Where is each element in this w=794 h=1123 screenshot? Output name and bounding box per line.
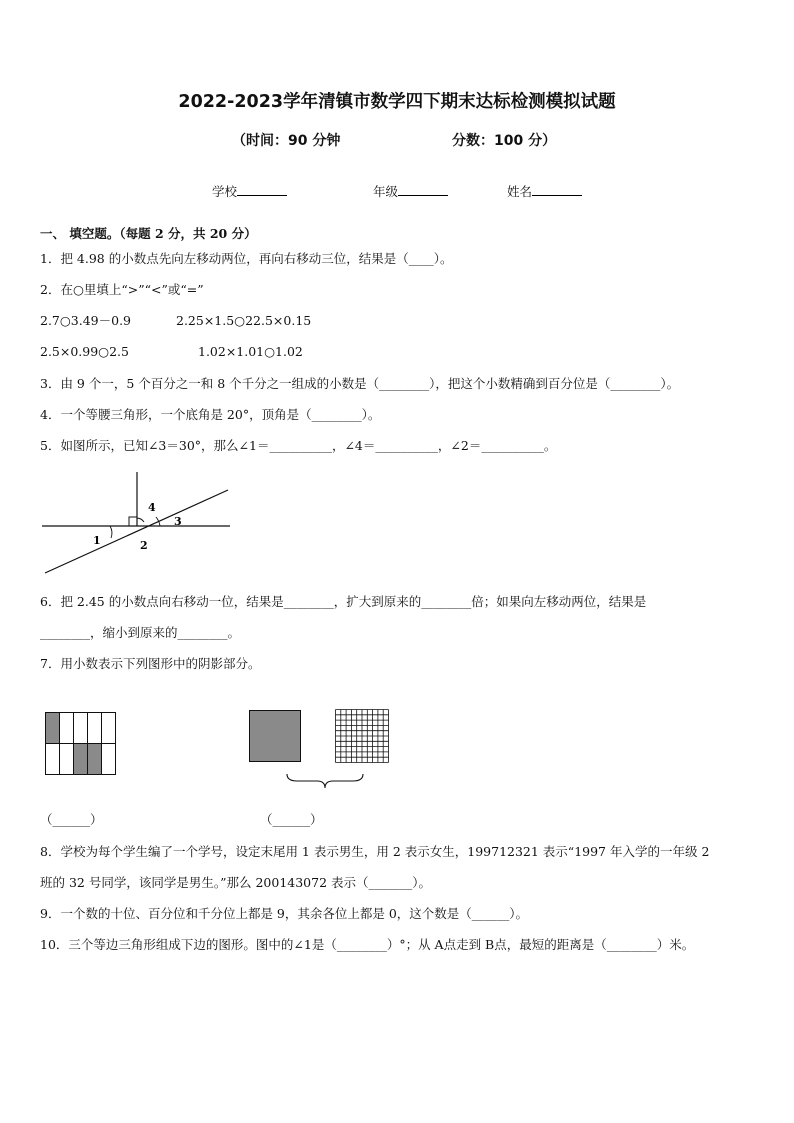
question-5: 5．如图所示，已知∠3＝30°，那么∠1＝__________，∠4＝__________，∠2＝__________。 (40, 438, 557, 453)
school-label: 学校 (212, 184, 238, 199)
shaded-cell (46, 713, 60, 744)
name-label: 姓名 (507, 184, 533, 199)
grid-cell (74, 713, 88, 744)
school-field (212, 182, 287, 200)
grid-cell (60, 713, 74, 744)
shaded-cell (74, 744, 88, 775)
section-heading: 一、 填空题。（每题 2 分，共 20 分） (40, 226, 257, 241)
question-7: 7．用小数表示下列图形中的阴影部分。 (40, 656, 261, 671)
question-7-blank-1[interactable]: （______） (40, 812, 103, 827)
hundred-grid (335, 709, 389, 763)
time-info: （时间：90 分钟 (232, 133, 341, 149)
score-info: 分数：100 分） (452, 133, 557, 149)
question-2c: 2.5×0.99○2.5 (40, 344, 129, 359)
grid-cell (60, 744, 74, 775)
question-9: 9．一个数的十位、百分位和千分位上都是 9，其余各位上都是 0，这个数是（______）。 (40, 906, 529, 921)
angle-figure (40, 468, 240, 578)
question-2b: 2.25×1.5○22.5×0.15 (176, 313, 312, 328)
question-2d: 1.02×1.01○1.02 (198, 344, 303, 359)
grid-cell (88, 713, 102, 744)
question-7-blank-2[interactable]: （______） (260, 812, 323, 827)
right-angle-mark (129, 517, 137, 526)
angle-arc-1 (110, 526, 112, 538)
grid-cell (102, 744, 116, 775)
shaded-grid-figure (45, 712, 117, 776)
angle-arc-4 (137, 518, 144, 522)
angle-label-2: 2 (140, 539, 148, 552)
question-2: 2．在○里填上“>”“<”或“=” (40, 282, 204, 297)
name-blank[interactable] (532, 182, 582, 196)
question-8-line2: 班的 32 号同学，该同学是男生。”那么 200143072 表示（_______）。 (40, 875, 432, 890)
question-8-line1: 8．学校为每个学生编了一个学号，设定末尾用 1 表示男生，用 2 表示女生，199712321 表示“1997 年入学的一年级 2 (40, 844, 710, 859)
school-blank[interactable] (237, 182, 287, 196)
shaded-square (249, 710, 301, 762)
question-3: 3．由 9 个一，5 个百分之一和 8 个千分之一组成的小数是（________），把这个小数精确到百分位是（________）。 (40, 376, 680, 391)
shaded-cell (88, 744, 102, 775)
brace (285, 772, 365, 792)
grid-cell (102, 713, 116, 744)
angle-label-4: 4 (148, 501, 156, 514)
grade-label: 年级 (373, 184, 399, 199)
question-6-line2: ________，缩小到原来的________。 (40, 625, 241, 640)
page-title: 2022-2023学年清镇市数学四下期末达标检测模拟试题 (178, 92, 616, 112)
question-10: 10．三个等边三角形组成下边的图形。图中的∠1是（________）°；从 A点走到 B点，最短的距离是（________）米。 (40, 937, 695, 952)
grid-cell (46, 744, 60, 775)
angle-label-1: 1 (93, 534, 101, 547)
question-4: 4．一个等腰三角形，一个底角是 20°，顶角是（________）。 (40, 407, 381, 422)
grade-field (373, 182, 448, 200)
grade-blank[interactable] (398, 182, 448, 196)
question-6-line1: 6．把 2.45 的小数点向右移动一位，结果是________，扩大到原来的________倍；如果向左移动两位，结果是 (40, 594, 647, 609)
question-1: 1．把 4.98 的小数点先向左移动两位，再向右移动三位，结果是（____）。 (40, 251, 453, 266)
name-field (507, 182, 582, 200)
question-2a: 2.7○3.49－0.9 (40, 313, 131, 328)
angle-label-3: 3 (174, 515, 182, 528)
